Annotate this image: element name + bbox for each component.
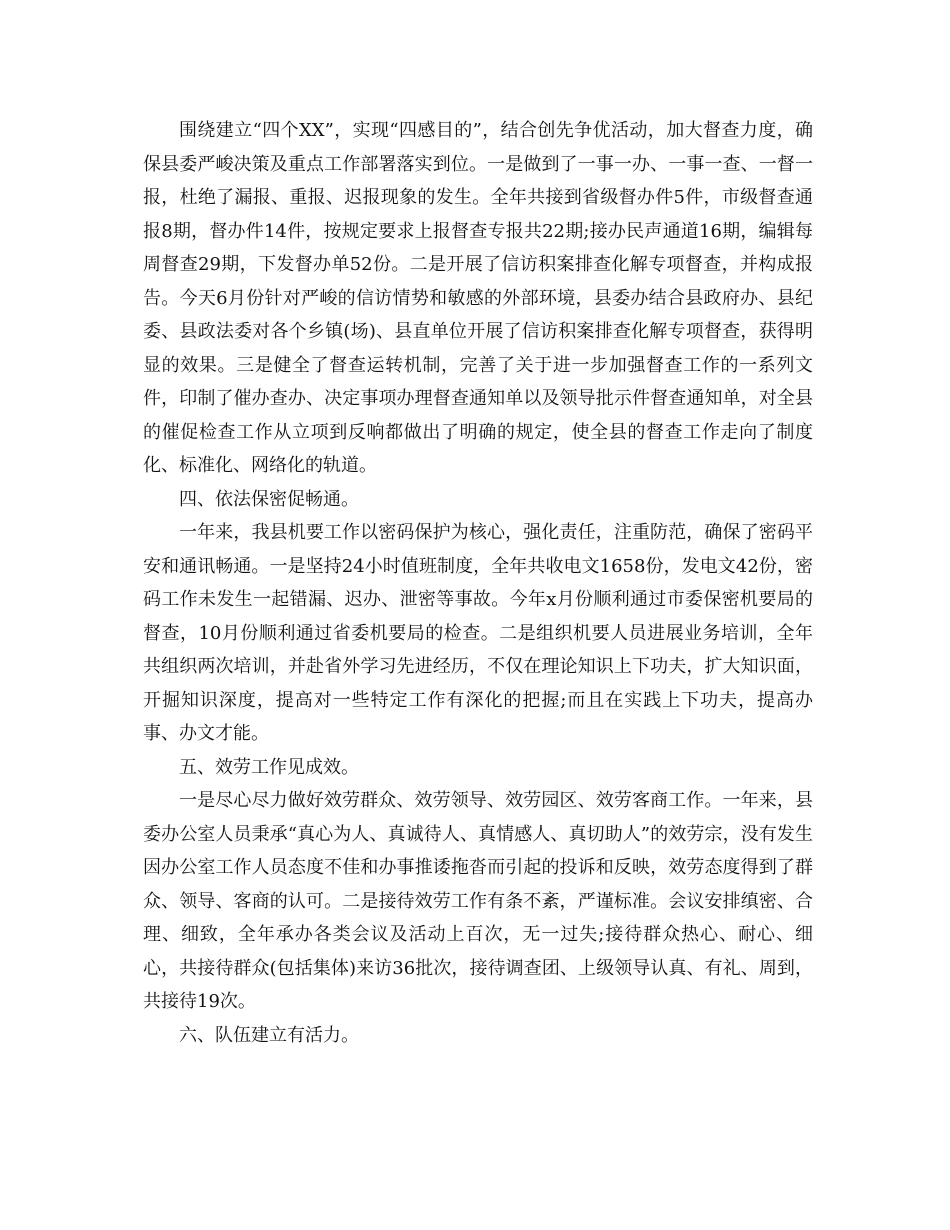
heading-section-5: 五、效劳工作见成效。: [179, 756, 359, 778]
paragraph-supervision: 围绕建立“四个XX”，实现“四感目的”，结合创先争优活动，加大督查力度，确保县委严峻决策及重点工作部署落实到位。一是做到了一事一办、一事一查、一督一报，杜绝了漏报、重报、迟报现象的发生。全年共接到省级督办件5件，市级督查通报8期，督办件14件，按规定要求上报督查专报共22期;接办民声通道16期，编辑每周督查29期，下发督办单52份。二是开展了信访积案排查化解专项督查，并构成报告。今天6月份针对严峻的信访情势和敏感的外部环境，县委办结合县政府办、县纪委、县政法委对各个乡镇(场)、县直单位开展了信访积案排查化解专项督查，获得明显的效果。三是健全了督查运转机制，完善了关于进一步加强督查工作的一系列文件，印制了催办查办、决定事项办理督查通知单以及领导批示件督查通知单，对全县的催促检查工作从立项到反响都做出了明确的规定，使全县的督查工作走向了制度化、标准化、网络化的轨道。: [143, 120, 813, 476]
heading-section-4: 四、依法保密促畅通。: [179, 488, 359, 510]
paragraph-confidential: 一年来，我县机要工作以密码保护为核心，强化责任，注重防范，确保了密码平安和通讯畅通。一是坚持24小时值班制度，全年共收电文1658份，发电文42份，密码工作未发生一起错漏、迟办、泄密等事故。今年x月份顺利通过市委保密机要局的督查，10月份顺利通过省委机要局的检查。二是组织机要人员进展业务培训，全年共组织两次培训，并赴省外学习先进经历，不仅在理论知识上下功夫，扩大知识面，开掘知识深度，提高对一些特定工作有深化的把握;而且在实践上下功夫，提高办事、办文才能。: [143, 522, 813, 744]
document-body: [143, 114, 813, 1052]
heading-section-6: 六、队伍建立有活力。: [179, 1024, 359, 1046]
paragraph-service: 一是尽心尽力做好效劳群众、效劳领导、效劳园区、效劳客商工作。一年来，县委办公室人员秉承“真心为人、真诚待人、真情感人、真切助人”的效劳宗，没有发生因办公室工作人员态度不佳和办事推诿拖沓而引起的投诉和反映，效劳态度得到了群众、领导、客商的认可。二是接待效劳工作有条不紊，严谨标准。会议安排缜密、合理、细致，全年承办各类会议及活动上百次，无一过失;接待群众热心、耐心、细心，共接待群众(包括集体)来访36批次，接待调查团、上级领导认真、有礼、周到，共接待19次。: [143, 790, 813, 1012]
